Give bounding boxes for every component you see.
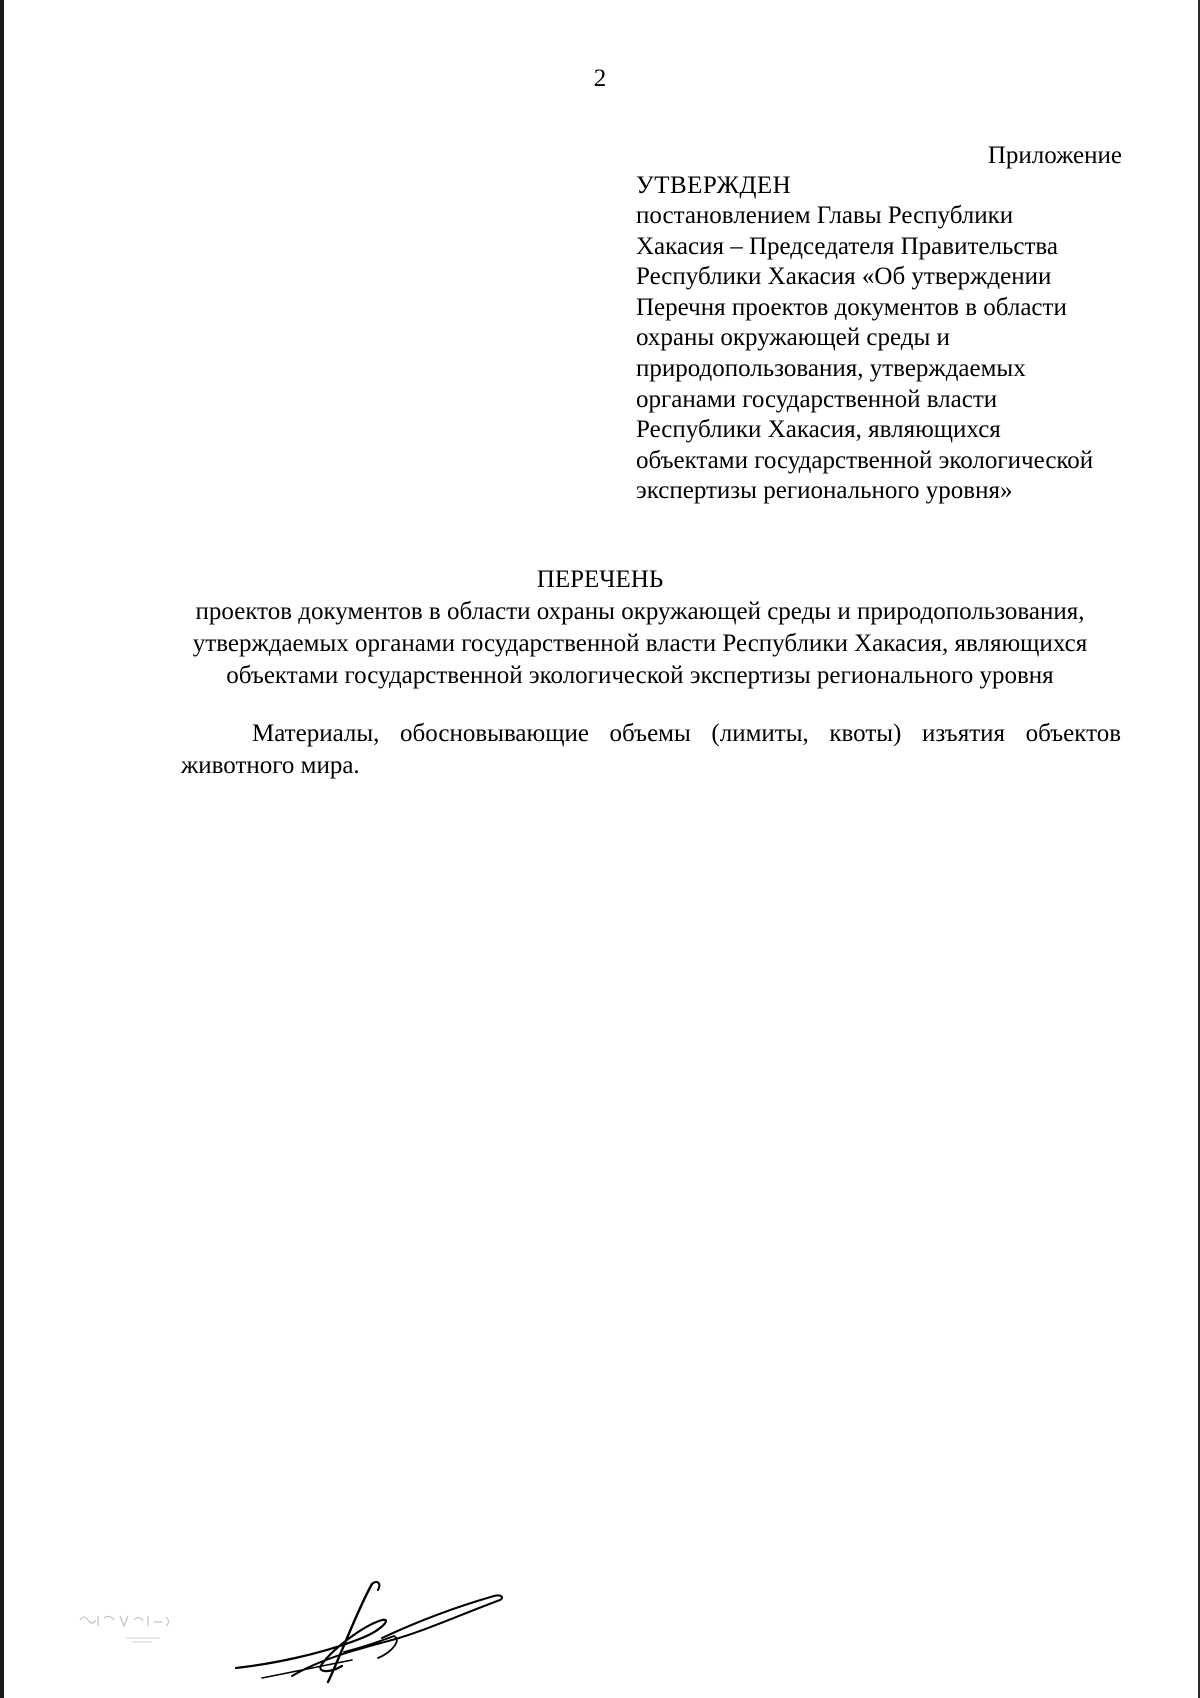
paragraph-word: обосновывающие: [400, 720, 589, 747]
approval-heading: УТВЕРЖДЕН: [636, 172, 792, 199]
scan-border-left: [0, 0, 4, 1698]
approval-line: охраны окружающей среды и: [636, 324, 950, 352]
body-paragraph: [181, 718, 1121, 782]
paragraph-line-justified: [181, 718, 1121, 750]
paragraph-word: объектов: [1025, 720, 1121, 747]
subtitle-line: объектами государственной экологической экспертизы регионального уровня: [226, 662, 1054, 689]
approval-line: Республики Хакасия, являющихся: [636, 416, 1001, 444]
paragraph-word: Материалы,: [252, 720, 380, 747]
subtitle-line: утверждаемых органами государственной власти Республики Хакасия, являющихся: [192, 630, 1088, 657]
approval-line: постановлением Главы Республики: [636, 202, 1014, 229]
paragraph-line-last: животного мира.: [181, 752, 360, 779]
faint-stamp-mark: [76, 1608, 186, 1648]
document-subtitle: [160, 596, 1120, 692]
approval-line: природопользования, утверждаемых: [636, 354, 1026, 382]
approval-line: органами государственной власти: [636, 385, 998, 413]
paragraph-word: объемы: [609, 720, 691, 747]
paragraph-word: изъятия: [921, 720, 1006, 747]
approval-block: [636, 171, 1126, 507]
signature: [232, 1578, 512, 1688]
paragraph-word: квоты): [829, 720, 902, 747]
approval-line: экспертизы регионального уровня»: [636, 477, 1013, 505]
annex-label: Приложение: [987, 142, 1122, 169]
approval-text: [636, 201, 1126, 507]
approval-line: Хакасия – Председателя Правительства: [636, 232, 1058, 260]
page-number: 2: [593, 65, 607, 92]
approval-line: Республики Хакасия «Об утверждении: [636, 263, 1052, 291]
subtitle-line: проектов документов в области охраны окружающей среды и природопользования,: [195, 598, 1085, 625]
approval-line: Перечня проектов документов в области: [636, 293, 1067, 321]
paragraph-word: (лимиты,: [711, 720, 809, 747]
document-title: ПЕРЕЧЕНЬ: [536, 566, 664, 593]
approval-line: объектами государственной экологической: [636, 446, 1094, 474]
